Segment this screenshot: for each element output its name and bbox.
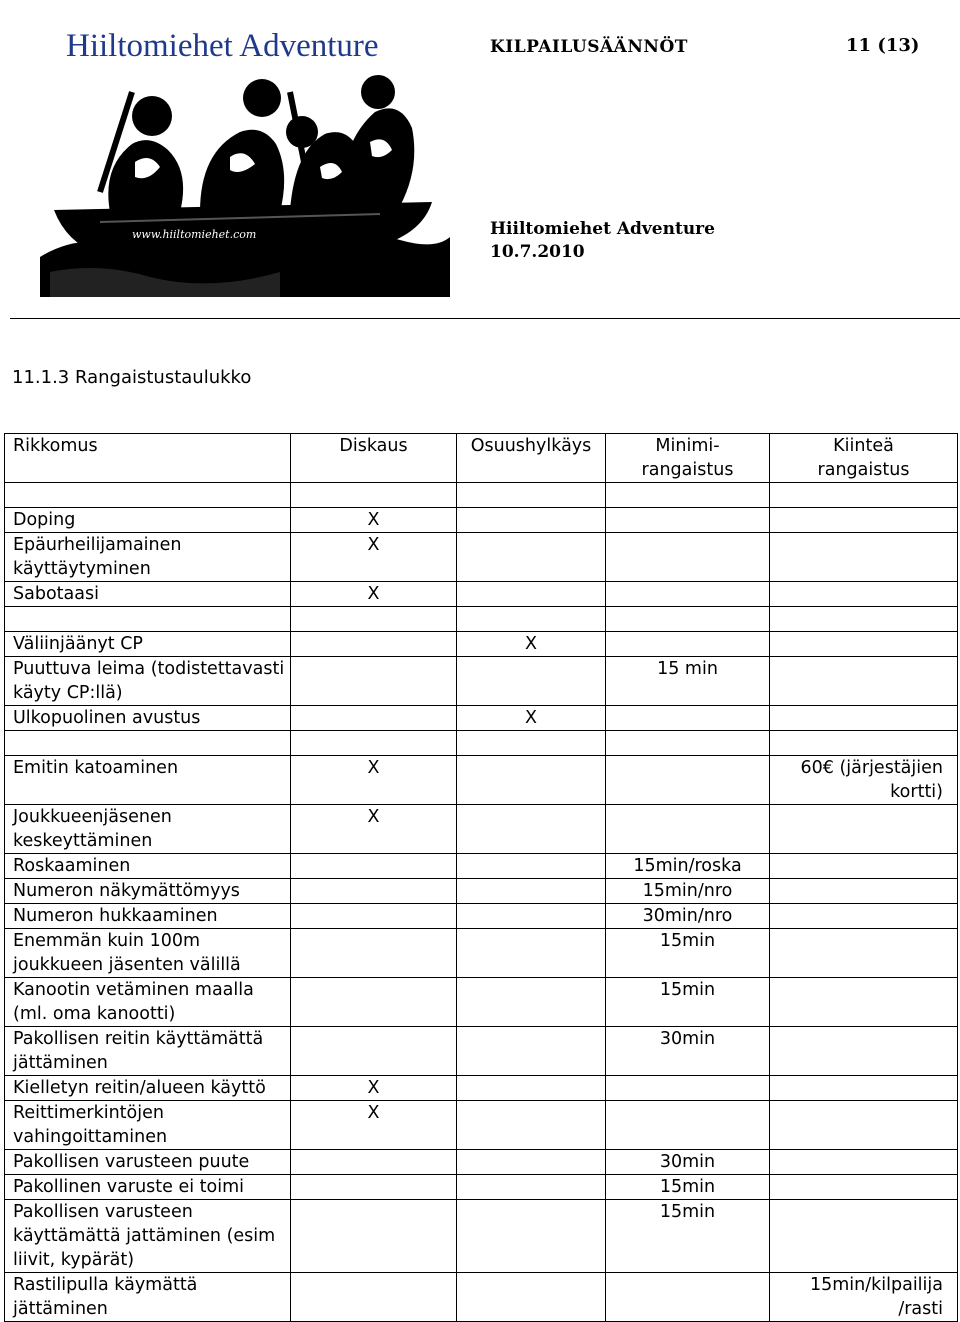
cell-disqualification	[291, 854, 457, 879]
event-name: Hiiltomiehet Adventure	[490, 219, 715, 239]
empty-cell	[770, 607, 958, 632]
header-minimum-penalty: Minimi- rangaistus	[606, 434, 770, 483]
cell-leg-rejection	[457, 508, 606, 533]
cell-violation: Ulkopuolinen avustus	[5, 706, 291, 731]
table-row	[5, 582, 958, 607]
cell-fixed-penalty	[770, 706, 958, 731]
cell-violation: Pakollinen varuste ei toimi	[5, 1175, 291, 1200]
cell-violation: Reittimerkintöjen vahingoittaminen	[5, 1101, 291, 1150]
cell-fixed-penalty	[770, 1101, 958, 1150]
cell-leg-rejection	[457, 533, 606, 582]
cell-leg-rejection	[457, 582, 606, 607]
table-row	[5, 1150, 958, 1175]
cell-leg-rejection	[457, 904, 606, 929]
cell-leg-rejection	[457, 978, 606, 1027]
cell-violation: Pakollisen varusteen puute	[5, 1150, 291, 1175]
cell-disqualification	[291, 706, 457, 731]
empty-cell	[5, 731, 291, 756]
cell-minimum-penalty: 15min	[606, 1175, 770, 1200]
table-row	[5, 632, 958, 657]
cell-disqualification: X	[291, 533, 457, 582]
table-row	[5, 1027, 958, 1076]
table-row	[5, 1101, 958, 1150]
cell-minimum-penalty: 15min/roska	[606, 854, 770, 879]
empty-cell	[291, 731, 457, 756]
cell-fixed-penalty	[770, 657, 958, 706]
separator-row	[5, 607, 958, 632]
cell-minimum-penalty: 30min	[606, 1150, 770, 1175]
cell-violation: Emitin katoaminen	[5, 756, 291, 805]
table-row	[5, 929, 958, 978]
section-heading: 11.1.3 Rangaistustaulukko	[12, 367, 252, 388]
cell-minimum-penalty: 30min	[606, 1027, 770, 1076]
header-violation: Rikkomus	[5, 434, 291, 483]
empty-cell	[457, 607, 606, 632]
table-row	[5, 706, 958, 731]
event-date: 10.7.2010	[490, 242, 585, 262]
table-row	[5, 879, 958, 904]
header-fixed-penalty: Kiinteä rangaistus	[770, 434, 958, 483]
cell-disqualification	[291, 1150, 457, 1175]
empty-cell	[291, 607, 457, 632]
cell-disqualification	[291, 929, 457, 978]
cell-fixed-penalty	[770, 533, 958, 582]
cell-violation: Puuttuva leima (todistettavasti käyty CP:llä)	[5, 657, 291, 706]
cell-minimum-penalty	[606, 1101, 770, 1150]
header-divider	[10, 318, 960, 319]
cell-fixed-penalty	[770, 582, 958, 607]
cell-minimum-penalty: 15min	[606, 1200, 770, 1273]
table-row	[5, 533, 958, 582]
cell-leg-rejection: X	[457, 706, 606, 731]
empty-cell	[770, 731, 958, 756]
penalty-table	[4, 433, 958, 1322]
cell-fixed-penalty	[770, 632, 958, 657]
cell-fixed-penalty	[770, 929, 958, 978]
empty-cell	[457, 731, 606, 756]
cell-minimum-penalty: 30min/nro	[606, 904, 770, 929]
cell-minimum-penalty: 15 min	[606, 657, 770, 706]
cell-disqualification	[291, 1027, 457, 1076]
cell-minimum-penalty	[606, 533, 770, 582]
cell-violation: Epäurheilijamainen käyttäytyminen	[5, 533, 291, 582]
cell-fixed-penalty	[770, 1027, 958, 1076]
document-title: KILPAILUSÄÄNNÖT	[490, 37, 688, 57]
cell-minimum-penalty: 15min	[606, 929, 770, 978]
header-disqualification: Diskaus	[291, 434, 457, 483]
table-row	[5, 756, 958, 805]
cell-fixed-penalty	[770, 904, 958, 929]
cell-violation: Sabotaasi	[5, 582, 291, 607]
cell-leg-rejection	[457, 1150, 606, 1175]
cell-disqualification	[291, 632, 457, 657]
cell-fixed-penalty	[770, 978, 958, 1027]
empty-cell	[457, 483, 606, 508]
cell-leg-rejection	[457, 1175, 606, 1200]
cell-fixed-penalty: 60€ (järjestäjien kortti)	[770, 756, 958, 805]
brand-title: Hiiltomiehet Adventure	[66, 28, 379, 64]
cell-disqualification	[291, 879, 457, 904]
table-row	[5, 1076, 958, 1101]
cell-violation: Enemmän kuin 100m joukkueen jäsenten välillä	[5, 929, 291, 978]
cell-violation: Pakollisen varusteen käyttämättä jattäminen (esim liivit, kypärät)	[5, 1200, 291, 1273]
cell-leg-rejection	[457, 879, 606, 904]
cell-leg-rejection	[457, 805, 606, 854]
cell-minimum-penalty	[606, 582, 770, 607]
cell-minimum-penalty	[606, 706, 770, 731]
separator-row	[5, 483, 958, 508]
cell-violation: Pakollisen reitin käyttämättä jättäminen	[5, 1027, 291, 1076]
cell-violation: Väliinjäänyt CP	[5, 632, 291, 657]
cell-violation: Roskaaminen	[5, 854, 291, 879]
cell-violation: Rastilipulla käymättä jättäminen	[5, 1273, 291, 1322]
cell-disqualification	[291, 1273, 457, 1322]
empty-cell	[606, 607, 770, 632]
cell-leg-rejection	[457, 1076, 606, 1101]
cell-leg-rejection	[457, 1273, 606, 1322]
cell-leg-rejection	[457, 854, 606, 879]
table-row	[5, 1200, 958, 1273]
cell-violation: Numeron hukkaaminen	[5, 904, 291, 929]
cell-leg-rejection	[457, 756, 606, 805]
cell-leg-rejection: X	[457, 632, 606, 657]
table-row	[5, 978, 958, 1027]
cell-disqualification	[291, 978, 457, 1027]
cell-minimum-penalty: 15min/nro	[606, 879, 770, 904]
canoe-team-photo	[40, 72, 450, 297]
page-number: 11 (13)	[846, 35, 920, 56]
cell-disqualification: X	[291, 1101, 457, 1150]
cell-fixed-penalty	[770, 508, 958, 533]
table-row	[5, 1273, 958, 1322]
cell-disqualification: X	[291, 508, 457, 533]
separator-row	[5, 731, 958, 756]
cell-violation: Kielletyn reitin/alueen käyttö	[5, 1076, 291, 1101]
cell-disqualification	[291, 657, 457, 706]
cell-fixed-penalty	[770, 1150, 958, 1175]
cell-violation: Kanootin vetäminen maalla (ml. oma kanootti)	[5, 978, 291, 1027]
cell-fixed-penalty	[770, 854, 958, 879]
cell-disqualification: X	[291, 1076, 457, 1101]
cell-fixed-penalty	[770, 1200, 958, 1273]
empty-cell	[5, 607, 291, 632]
cell-minimum-penalty	[606, 1076, 770, 1101]
cell-fixed-penalty: 15min/kilpailija /rasti	[770, 1273, 958, 1322]
cell-violation: Numeron näkymättömyys	[5, 879, 291, 904]
header-leg-rejection: Osuushylkäys	[457, 434, 606, 483]
cell-disqualification: X	[291, 756, 457, 805]
cell-minimum-penalty	[606, 632, 770, 657]
table-row	[5, 904, 958, 929]
table-header-row	[5, 434, 958, 483]
cell-leg-rejection	[457, 929, 606, 978]
logo-url: www.hiiltomiehet.com	[132, 228, 257, 241]
cell-minimum-penalty	[606, 805, 770, 854]
empty-cell	[291, 483, 457, 508]
cell-leg-rejection	[457, 1027, 606, 1076]
cell-leg-rejection	[457, 1101, 606, 1150]
empty-cell	[770, 483, 958, 508]
empty-cell	[5, 483, 291, 508]
cell-disqualification	[291, 904, 457, 929]
cell-minimum-penalty	[606, 756, 770, 805]
cell-minimum-penalty	[606, 1273, 770, 1322]
table-row	[5, 854, 958, 879]
table-row	[5, 805, 958, 854]
cell-leg-rejection	[457, 657, 606, 706]
cell-leg-rejection	[457, 1200, 606, 1273]
cell-violation: Joukkueenjäsenen keskeyttäminen	[5, 805, 291, 854]
cell-minimum-penalty	[606, 508, 770, 533]
cell-disqualification: X	[291, 805, 457, 854]
cell-fixed-penalty	[770, 1076, 958, 1101]
cell-fixed-penalty	[770, 879, 958, 904]
table-row	[5, 657, 958, 706]
cell-fixed-penalty	[770, 805, 958, 854]
cell-violation: Doping	[5, 508, 291, 533]
cell-disqualification: X	[291, 582, 457, 607]
empty-cell	[606, 483, 770, 508]
cell-fixed-penalty	[770, 1175, 958, 1200]
cell-disqualification	[291, 1175, 457, 1200]
table-row	[5, 508, 958, 533]
cell-disqualification	[291, 1200, 457, 1273]
table-row	[5, 1175, 958, 1200]
empty-cell	[606, 731, 770, 756]
cell-minimum-penalty: 15min	[606, 978, 770, 1027]
